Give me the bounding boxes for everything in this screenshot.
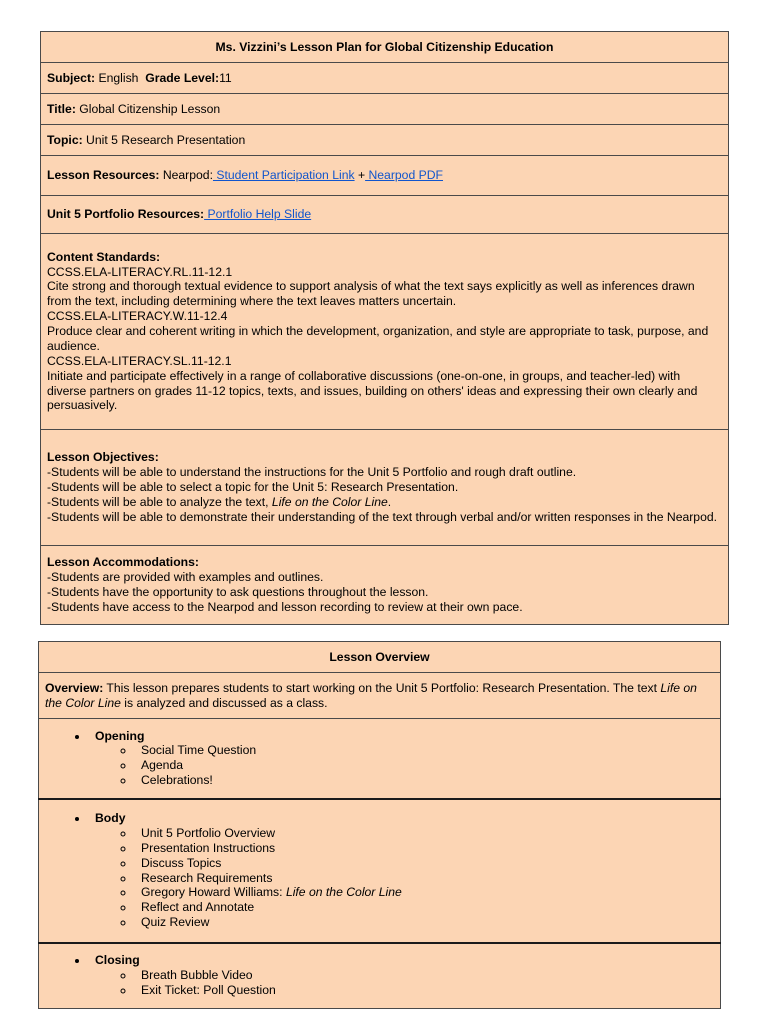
lesson-plan-table [40,31,729,625]
standard-code: CCSS.ELA-LITERACY.RL.11-12.1 [47,264,233,279]
body-item: ◦ Research Requirements [135,871,714,886]
body-williams-text: Gregory Howard Williams: [141,885,286,900]
accommodation-item: -Students have access to the Nearpod and lesson recording to review at their own pace. [47,599,523,614]
resources-label: Lesson Resources: [47,168,160,183]
accommodation-item: -Students have the opportunity to ask questions throughout the lesson. [47,585,429,599]
lesson-overview-title: Lesson Overview [39,642,721,673]
body-book-title: Life on the Color Line [285,885,402,900]
objective-3-text: -Students will be able to analyze the text, [47,494,272,509]
closing-section [89,953,714,998]
objective-item [47,495,722,510]
standard-text: Produce clear and coherent writing in which the development, organization, and style are appropriate to task, purpose, and audience. [47,324,709,353]
overview-book-title: Life on the Color Line [45,680,697,710]
subject-label: Subject: [47,70,96,85]
overview-label: Overview: [45,680,104,695]
grade-value: 11 [219,70,232,85]
objective-item: -Students will be able to demonstrate their understanding of the text through verbal and/or written responses in the Nearpod. [47,509,718,524]
lesson-accommodations-label: Lesson Accommodations: [47,555,199,570]
title-label: Title: [47,101,76,116]
opening-label: Opening [95,728,145,743]
body-item: ◦ Discuss Topics [135,856,714,871]
portfolio-row [41,196,729,234]
standard-text: Cite strong and thorough textual evidence to support analysis of what the text says explicitly as well as inferences drawn from the text, including determining where the text leaves matters uncertain. [47,279,695,309]
topic-row [41,125,729,156]
lesson-plan-title: Ms. Vizzini’s Lesson Plan for Global Citizenship Education [41,32,729,63]
standard-code: CCSS.ELA-LITERACY.W.11-12.4 [47,309,228,324]
topic-value: Unit 5 Research Presentation [82,132,246,147]
lesson-accommodations-cell [41,546,729,625]
topic-label: Topic: [47,132,83,147]
content-standards-cell [41,234,729,430]
objective-3-book-title: Life on the Color Line [271,494,388,509]
lesson-objectives-label: Lesson Objectives: [47,450,159,465]
opening-section [89,729,714,789]
title-row [41,94,729,125]
body-section [89,811,714,930]
body-item: ◦ Reflect and Annotate [135,900,714,915]
plus-sign: + [354,168,366,183]
standard-code: CCSS.ELA-LITERACY.SL.11-12.1 [47,353,232,368]
opening-cell [39,719,721,799]
grade-label: Grade Level: [145,70,220,85]
lesson-overview-table [38,641,721,1009]
overview-cell [39,673,721,719]
body-item: ◦ Unit 5 Portfolio Overview [135,826,714,841]
body-label: Body [95,811,126,825]
objective-item: -Students will be able to understand the instructions for the Unit 5 Portfolio and rough draft outline. [47,465,577,480]
body-list [45,811,714,930]
content-standards-label: Content Standards: [47,249,161,264]
objective-item: -Students will be able to select a topic for the Unit 5: Research Presentation. [47,480,459,495]
opening-item: ◦ Agenda [135,758,714,773]
portfolio-label: Unit 5 Portfolio Resources: [47,207,205,222]
closing-item: ◦ Exit Ticket: Poll Question [135,983,714,998]
objective-3-end: . [387,494,392,509]
resources-prefix: Nearpod: [159,168,213,183]
body-item: ◦ Quiz Review [135,915,714,930]
overview-text: This lesson prepares students to start working on the Unit 5 Portfolio: Research Presentation. The text [103,680,661,695]
opening-item: ◦ Celebrations! [135,773,714,788]
title-value: Global Citizenship Lesson [75,101,221,116]
closing-list [45,953,714,998]
nearpod-pdf-link[interactable]: Nearpod PDF [365,168,443,183]
resources-row [41,156,729,196]
lesson-objectives-cell [41,430,729,546]
overview-text-end: is analyzed and discussed as a class. [120,695,328,710]
body-item [135,885,714,900]
accommodation-item: -Students are provided with examples and outlines. [47,570,324,585]
closing-item: ◦ Breath Bubble Video [135,968,714,983]
subject-value: English [95,70,139,85]
body-cell [39,799,721,943]
opening-list [45,729,714,789]
student-participation-link[interactable]: Student Participation Link [212,168,355,183]
portfolio-help-slide-link[interactable]: Portfolio Help Slide [204,207,312,222]
closing-cell [39,943,721,1009]
subject-grade-row [41,63,729,94]
body-item: ◦ Presentation Instructions [135,841,714,856]
opening-item: ◦ Social Time Question [135,743,714,758]
standard-text: Initiate and participate effectively in a range of collaborative discussions (one-on-one, in groups, and teacher-led) with diverse partners on grades 11-12 topics, texts, and issues, building on others' ideas and expressing their own clearly and persuasively. [47,368,698,413]
closing-label: Closing [95,953,140,968]
